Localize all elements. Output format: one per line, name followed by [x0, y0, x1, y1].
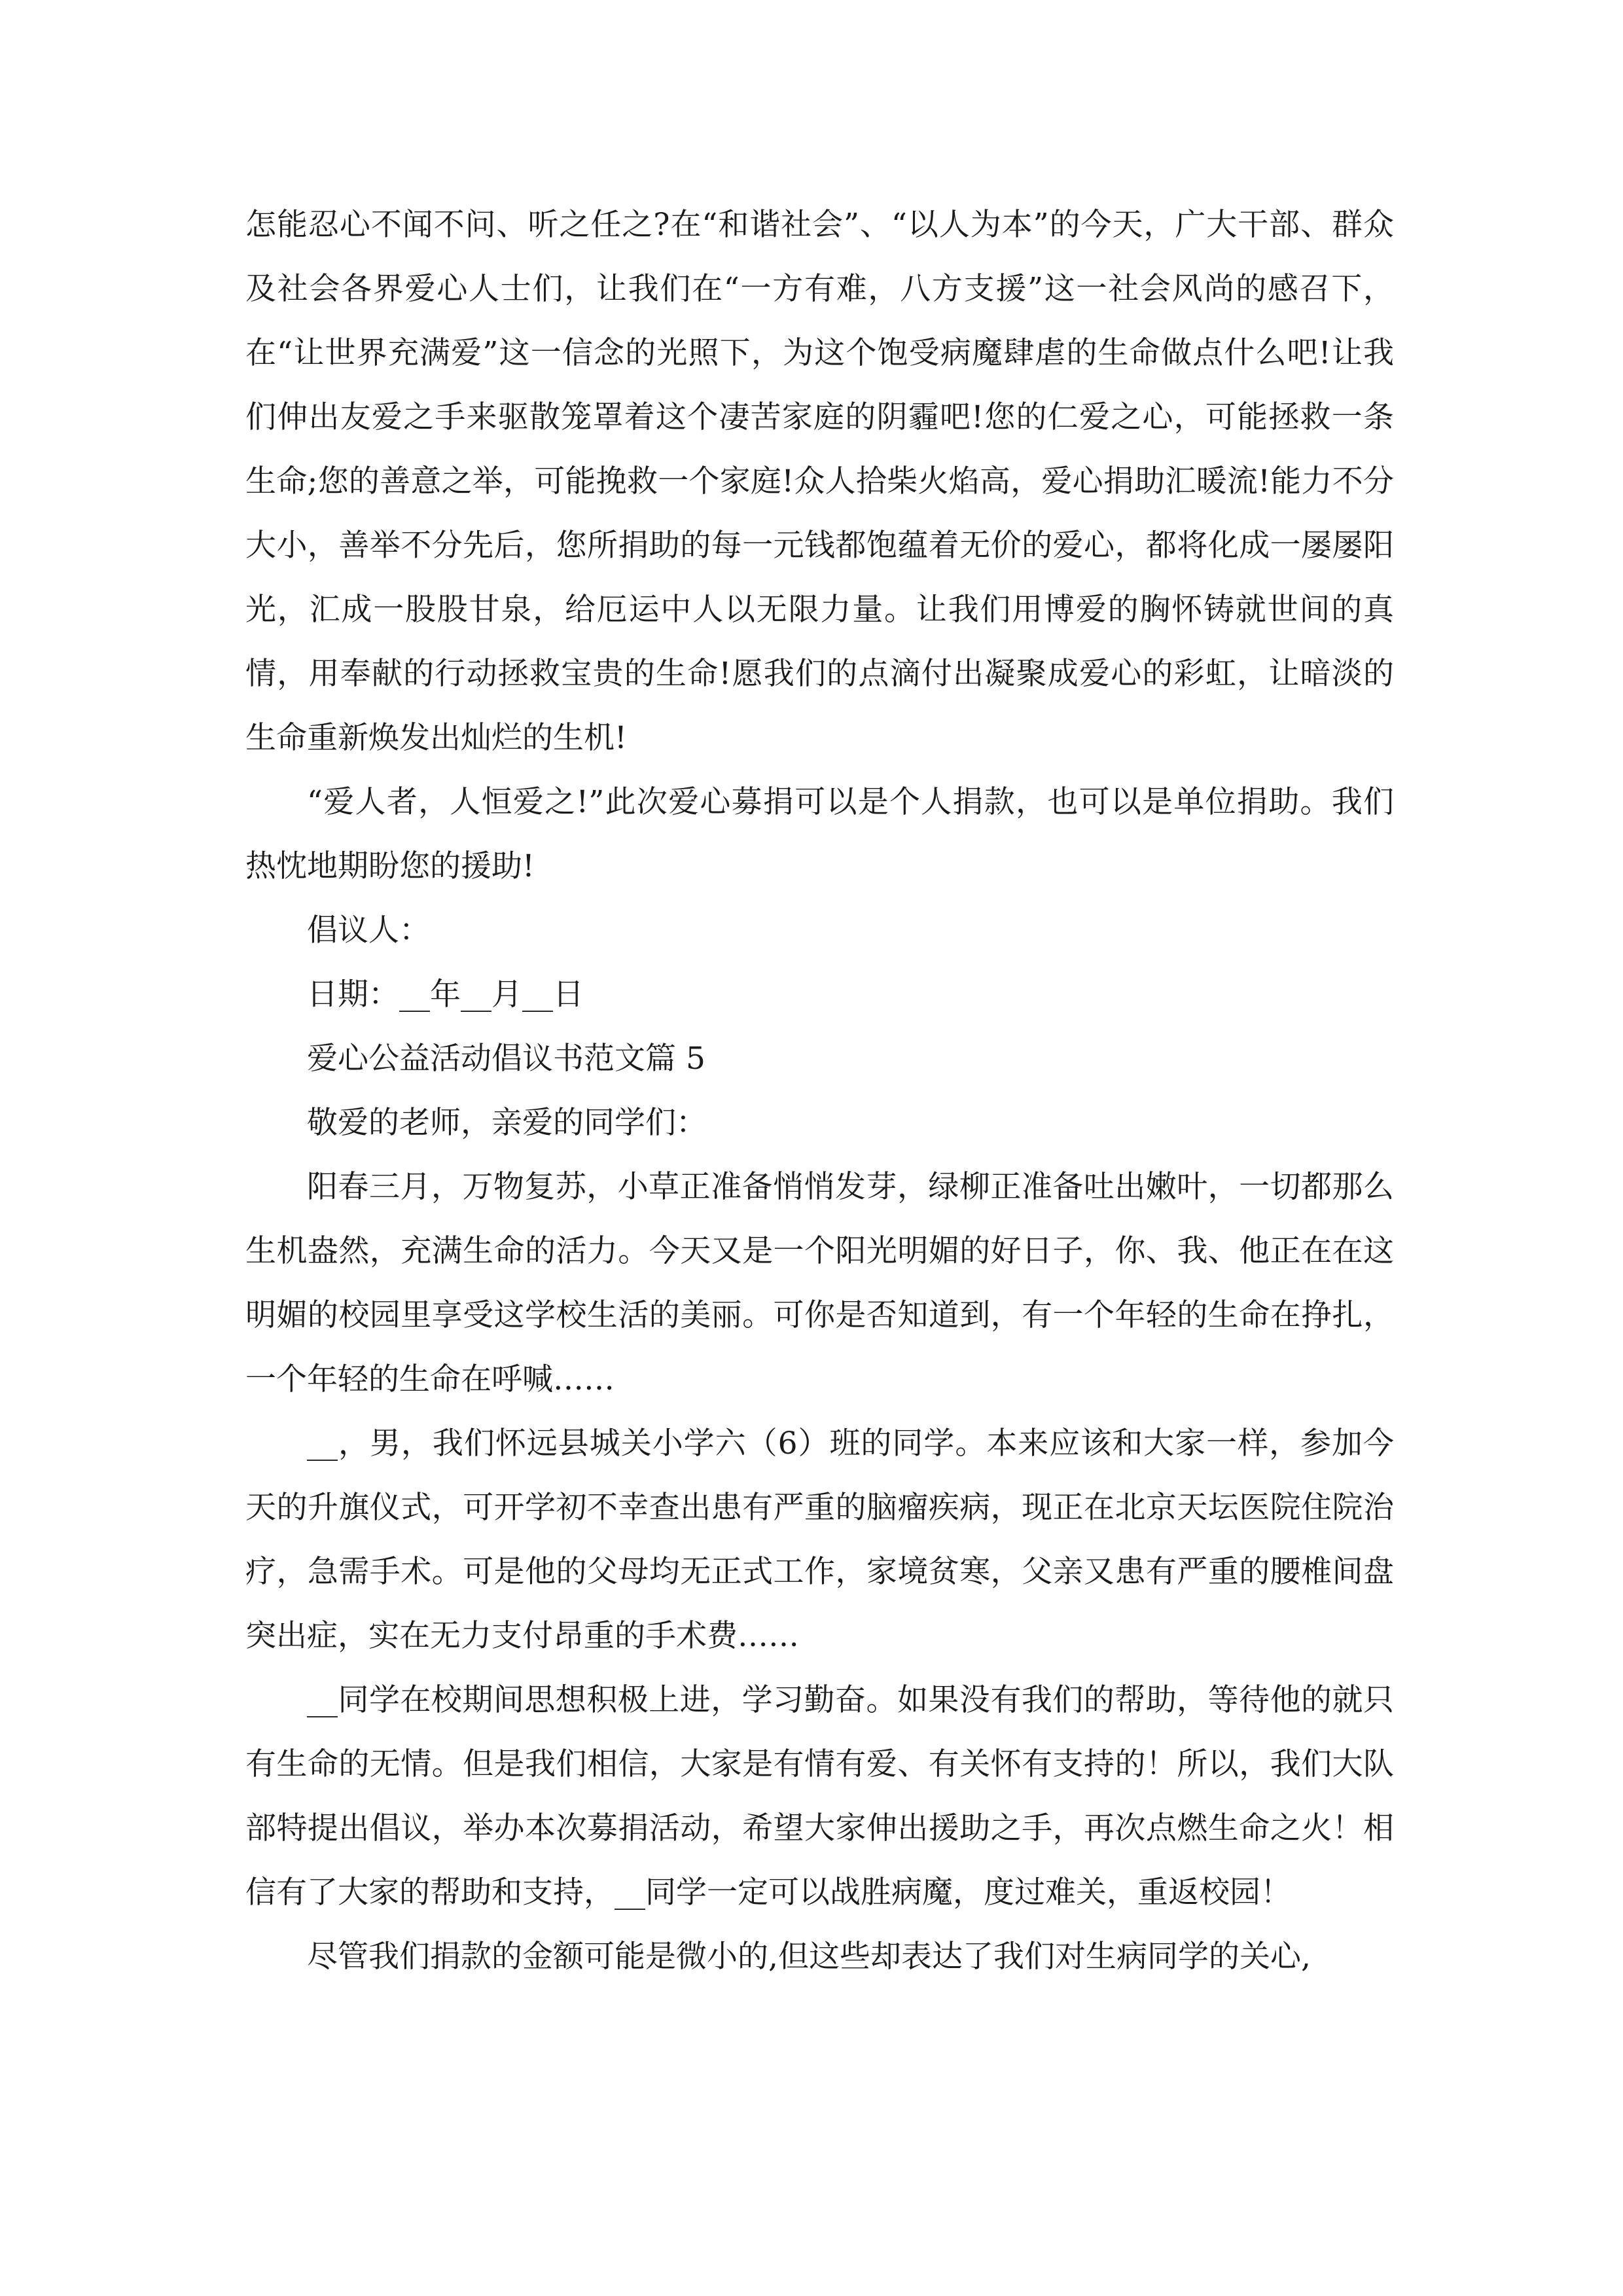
section-heading: 爱心公益活动倡议书范文篇 5	[307, 1041, 705, 1077]
paragraph-4: __，男，我们怀远县城关小学六（6）班的同学。本来应该和大家一样，参加今天的升旗仪式，可开学初不幸查出患有严重的脑瘤疾病，现正在北京天坛医院住院治疗，急需手术。可是他的父母均无正式工作，家境贫寒，父亲又患有严重的腰椎间盘突出症，实在无力支付昂重的手术费……	[245, 1426, 1394, 1654]
paragraph-2: “爱人者，人恒爱之!”此次爱心募捐可以是个人捐款，也可以是单位捐助。我们热忱地期盼您的援助!	[245, 784, 1394, 884]
paragraph-1: 怎能忍心不闻不问、听之任之?在“和谐社会”、“以人为本”的今天，广大干部、群众及社会各界爱心人士们，让我们在“一方有难，八方支援”这一社会风尚的感召下，在“让世界充满爱”这一信念的光照下，为这个饱受病魔肆虐的生命做点什么吧!让我们伸出友爱之手来驱散笼罩着这个凄苦家庭的阴霾吧!您的仁爱之心，可能拯救一条生命;您的善意之举，可能挽救一个家庭!众人拾柴火焰高，爱心捐助汇暖流!能力不分大小，善举不分先后，您所捐助的每一元钱都饱蕴着无价的爱心，都将化成一屡屡阳光，汇成一股股甘泉，给厄运中人以无限力量。让我们用博爱的胸怀铸就世间的真情，用奉献的行动拯救宝贵的生命!愿我们的点滴付出凝聚成爱心的彩虹，让暗淡的生命重新焕发出灿烂的生机!	[245, 207, 1394, 756]
date-line: 日期：__年__月__日	[307, 977, 584, 1013]
proposer-line: 倡议人：	[307, 912, 430, 948]
paragraph-6: 尽管我们捐款的金额可能是微小的,但这些却表达了我们对生病同学的关心,	[307, 1939, 1311, 1975]
paragraph-3: 阳春三月，万物复苏，小草正准备悄悄发芽，绿柳正准备吐出嫩叶，一切都那么生机盎然，充满生命的活力。今天又是一个阳光明媚的好日子，你、我、他正在在这明媚的校园里享受这学校生活的美丽。可你是否知道到，有一个年轻的生命在挣扎，一个年轻的生命在呼喊……	[245, 1169, 1394, 1397]
paragraph-5: __同学在校期间思想积极上进，学习勤奋。如果没有我们的帮助，等待他的就只有生命的无情。但是我们相信，大家是有情有爱、有关怀有支持的！所以，我们大队部特提出倡议，举办本次募捐活动，希望大家伸出援助之手，再次点燃生命之火！相信有了大家的帮助和支持，__同学一定可以战胜病魔，度过难关，重返校园！	[245, 1682, 1394, 1910]
salutation: 敬爱的老师，亲爱的同学们：	[307, 1105, 707, 1141]
document-body	[245, 193, 1394, 1989]
